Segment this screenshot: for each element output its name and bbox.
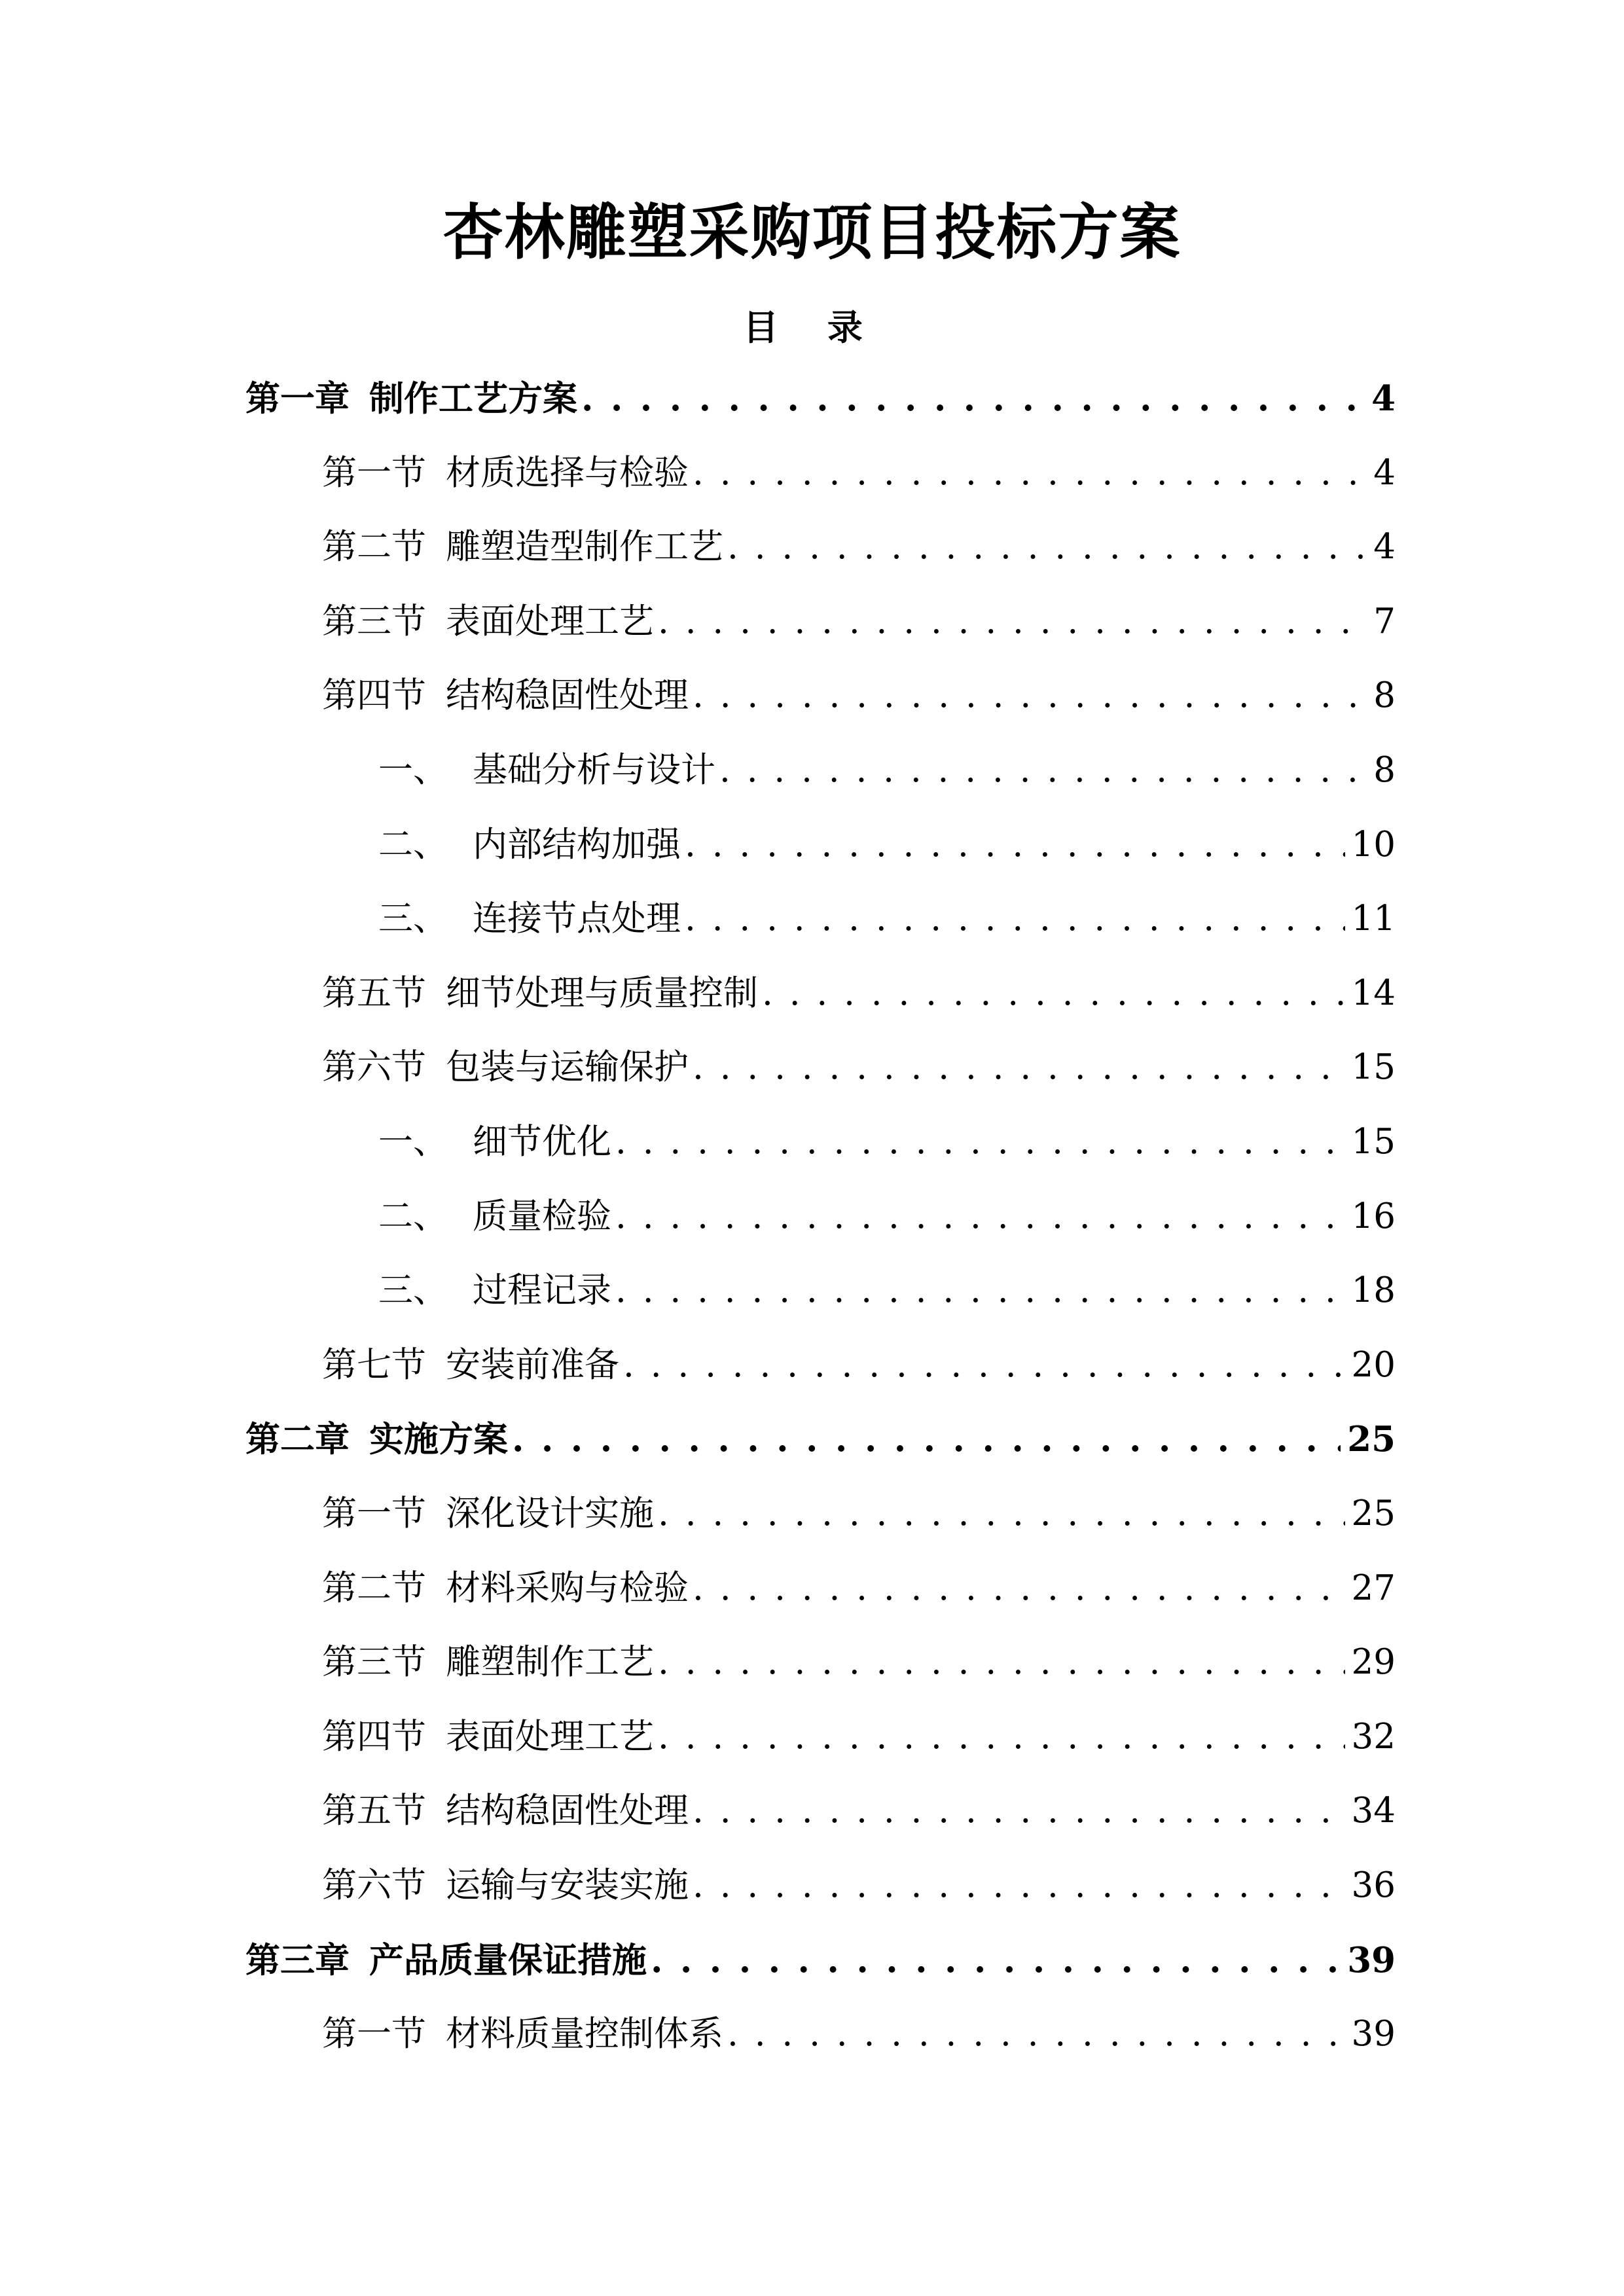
toc-entry-label bbox=[322, 1566, 689, 1611]
toc-entry-title: 内部结构加强 bbox=[473, 825, 681, 865]
toc-entry-title: 安装前准备 bbox=[446, 1345, 619, 1385]
toc-entry-section[interactable] bbox=[322, 971, 1396, 1016]
toc-entry-number: 第三节 bbox=[322, 601, 426, 641]
toc-entry-label bbox=[322, 1342, 619, 1388]
toc-entry-number: 一、 bbox=[378, 1122, 448, 1162]
toc-entry-number: 第一节 bbox=[322, 453, 426, 493]
toc-entry-label bbox=[378, 822, 681, 868]
toc-entry-page-number: 16 bbox=[1351, 1196, 1396, 1236]
toc-entry-section[interactable] bbox=[322, 599, 1396, 645]
toc-entry-label bbox=[378, 747, 715, 793]
toc-entry-title: 产品质量保证措施 bbox=[369, 1940, 647, 1981]
toc-entry-section[interactable] bbox=[322, 1342, 1396, 1388]
toc-entry-number: 第四节 bbox=[322, 1717, 426, 1757]
toc-dot-leader bbox=[615, 1194, 1345, 1240]
toc-entry-title: 连接节点处理 bbox=[473, 899, 681, 939]
toc-entry-page-number: 11 bbox=[1351, 899, 1396, 939]
toc-entry-number: 第一节 bbox=[322, 1494, 426, 1534]
toc-entry-number: 第五节 bbox=[322, 973, 426, 1013]
toc-dot-leader bbox=[762, 971, 1345, 1016]
toc-entry-label bbox=[322, 1491, 654, 1537]
toc-entry-label bbox=[322, 1788, 689, 1834]
toc-dot-leader bbox=[651, 1937, 1341, 1983]
toc-entry-number: 第二章 bbox=[245, 1419, 350, 1460]
toc-entry-page-number: 32 bbox=[1351, 1717, 1396, 1757]
toc-entry-number: 第二节 bbox=[322, 1568, 426, 1608]
toc-entry-page-number: 20 bbox=[1351, 1345, 1396, 1385]
toc-entry-page-number: 4 bbox=[1371, 378, 1396, 419]
toc-entry-number: 第五节 bbox=[322, 1791, 426, 1831]
toc-dot-leader bbox=[719, 747, 1367, 793]
toc-entry-title: 基础分析与设计 bbox=[473, 750, 715, 790]
toc-dot-leader bbox=[693, 1566, 1345, 1611]
toc-entry-section[interactable] bbox=[322, 673, 1396, 719]
toc-entry-section[interactable] bbox=[322, 1566, 1396, 1611]
toc-entry-page-number: 15 bbox=[1351, 1122, 1396, 1162]
toc-dot-leader bbox=[581, 376, 1365, 422]
toc-entry-number: 第二节 bbox=[322, 527, 426, 567]
toc-entry-label bbox=[245, 1416, 508, 1462]
toc-entry-title: 制作工艺方案 bbox=[369, 378, 577, 419]
toc-entry-page-number: 10 bbox=[1351, 825, 1396, 865]
toc-entry-page-number: 25 bbox=[1347, 1419, 1396, 1460]
toc-entry-number: 第三章 bbox=[245, 1940, 350, 1981]
toc-entry-page-number: 25 bbox=[1351, 1494, 1396, 1534]
toc-entry-item[interactable] bbox=[378, 1119, 1396, 1165]
toc-entry-title: 运输与安装实施 bbox=[446, 1865, 689, 1905]
toc-entry-label bbox=[322, 1640, 654, 1685]
toc-entry-item[interactable] bbox=[378, 1194, 1396, 1240]
toc-entry-section[interactable] bbox=[322, 1714, 1396, 1760]
toc-entry-title: 结构稳固性处理 bbox=[446, 675, 689, 715]
toc-entry-number: 第三节 bbox=[322, 1642, 426, 1682]
toc-entry-page-number: 39 bbox=[1347, 1940, 1396, 1981]
toc-entry-title: 细节优化 bbox=[473, 1122, 611, 1162]
toc-entry-label bbox=[322, 971, 758, 1016]
toc-entry-label bbox=[322, 2011, 723, 2057]
toc-entry-section[interactable] bbox=[322, 524, 1396, 570]
toc-entry-section[interactable] bbox=[322, 1491, 1396, 1537]
toc-entry-number: 二、 bbox=[378, 825, 448, 865]
toc-entry-page-number: 14 bbox=[1351, 973, 1396, 1013]
toc-entry-label bbox=[378, 1268, 611, 1314]
toc-entry-page-number: 8 bbox=[1373, 675, 1396, 715]
toc-entry-number: 一、 bbox=[378, 750, 448, 790]
toc-entry-label bbox=[322, 524, 723, 570]
toc-entry-number: 第六节 bbox=[322, 1047, 426, 1087]
toc-entry-label bbox=[245, 1937, 647, 1983]
toc-entry-label bbox=[245, 376, 577, 422]
toc-entry-chapter[interactable] bbox=[245, 1416, 1396, 1462]
toc-entry-number: 三、 bbox=[378, 1270, 448, 1310]
toc-entry-label bbox=[378, 1194, 611, 1240]
toc-entry-label bbox=[322, 450, 689, 496]
toc-entry-title: 实施方案 bbox=[369, 1419, 508, 1460]
toc-entry-label bbox=[322, 1045, 689, 1090]
toc-entry-title: 过程记录 bbox=[473, 1270, 611, 1310]
toc-entry-label bbox=[378, 896, 681, 942]
toc-dot-leader bbox=[615, 1119, 1345, 1165]
toc-entry-title: 雕塑制作工艺 bbox=[446, 1642, 654, 1682]
toc-entry-item[interactable] bbox=[378, 1268, 1396, 1314]
toc-entry-title: 质量检验 bbox=[473, 1196, 611, 1236]
toc-entry-item[interactable] bbox=[378, 747, 1396, 793]
toc-entry-page-number: 18 bbox=[1351, 1270, 1396, 1310]
toc-entry-number: 第四节 bbox=[322, 675, 426, 715]
toc-dot-leader bbox=[623, 1342, 1345, 1388]
toc-entry-page-number: 7 bbox=[1373, 601, 1396, 641]
toc-entry-title: 材质选择与检验 bbox=[446, 453, 689, 493]
toc-entry-label bbox=[378, 1119, 611, 1165]
toc-heading: 目 录 bbox=[743, 306, 881, 348]
toc-entry-page-number: 4 bbox=[1373, 527, 1396, 567]
toc-dot-leader bbox=[512, 1416, 1341, 1462]
document-title: 杏林雕塑采购项目投标方案 bbox=[442, 197, 1182, 268]
toc-entry-title: 深化设计实施 bbox=[446, 1494, 654, 1534]
toc-entry-page-number: 34 bbox=[1351, 1791, 1396, 1831]
toc-entry-section[interactable] bbox=[322, 450, 1396, 496]
toc-entry-page-number: 8 bbox=[1373, 750, 1396, 790]
toc-entry-title: 材料质量控制体系 bbox=[446, 2014, 723, 2054]
toc-entry-number: 第一节 bbox=[322, 2014, 426, 2054]
toc-entry-title: 细节处理与质量控制 bbox=[446, 973, 758, 1013]
toc-entry-section[interactable] bbox=[322, 1863, 1396, 1909]
toc-entry-item[interactable] bbox=[378, 896, 1396, 942]
toc-entry-title: 表面处理工艺 bbox=[446, 601, 654, 641]
toc-entry-section[interactable] bbox=[322, 1788, 1396, 1834]
toc-entry-title: 结构稳固性处理 bbox=[446, 1791, 689, 1831]
toc-entry-page-number: 15 bbox=[1351, 1047, 1396, 1087]
toc-entry-number: 三、 bbox=[378, 899, 448, 939]
toc-entry-page-number: 4 bbox=[1373, 453, 1396, 493]
toc-dot-leader bbox=[615, 1268, 1345, 1314]
toc-dot-leader bbox=[693, 1863, 1345, 1909]
toc-entry-title: 材料采购与检验 bbox=[446, 1568, 689, 1608]
toc-dot-leader bbox=[658, 1640, 1345, 1685]
toc-dot-leader bbox=[693, 673, 1367, 719]
toc-dot-leader bbox=[685, 822, 1345, 868]
toc-entry-item[interactable] bbox=[378, 822, 1396, 868]
toc-dot-leader bbox=[658, 599, 1367, 645]
toc-entry-page-number: 36 bbox=[1351, 1865, 1396, 1905]
toc-entry-label bbox=[322, 1714, 654, 1760]
toc-entry-chapter[interactable] bbox=[245, 1937, 1396, 1983]
toc-entry-page-number: 29 bbox=[1351, 1642, 1396, 1682]
toc-entry-title: 表面处理工艺 bbox=[446, 1717, 654, 1757]
toc-entry-label bbox=[322, 1863, 689, 1909]
toc-dot-leader bbox=[727, 2011, 1345, 2057]
toc-entry-number: 第七节 bbox=[322, 1345, 426, 1385]
toc-dot-leader bbox=[693, 1045, 1345, 1090]
toc-entry-number: 第一章 bbox=[245, 378, 350, 419]
toc-entry-label bbox=[322, 673, 689, 719]
toc-entry-page-number: 39 bbox=[1351, 2014, 1396, 2054]
toc-entry-number: 二、 bbox=[378, 1196, 448, 1236]
toc-entry-label bbox=[322, 599, 654, 645]
toc-dot-leader bbox=[658, 1714, 1345, 1760]
toc-dot-leader bbox=[727, 524, 1367, 570]
toc-entry-page-number: 27 bbox=[1351, 1568, 1396, 1608]
toc-dot-leader bbox=[693, 450, 1367, 496]
toc-entry-chapter[interactable] bbox=[245, 376, 1396, 422]
toc-entry-title: 包装与运输保护 bbox=[446, 1047, 689, 1087]
toc-dot-leader bbox=[685, 896, 1345, 942]
toc-entry-section[interactable] bbox=[322, 2011, 1396, 2057]
toc-entry-number: 第六节 bbox=[322, 1865, 426, 1905]
toc-dot-leader bbox=[658, 1491, 1345, 1537]
toc-entry-section[interactable] bbox=[322, 1640, 1396, 1685]
toc-entry-section[interactable] bbox=[322, 1045, 1396, 1090]
toc-entry-title: 雕塑造型制作工艺 bbox=[446, 527, 723, 567]
toc-dot-leader bbox=[693, 1788, 1345, 1834]
